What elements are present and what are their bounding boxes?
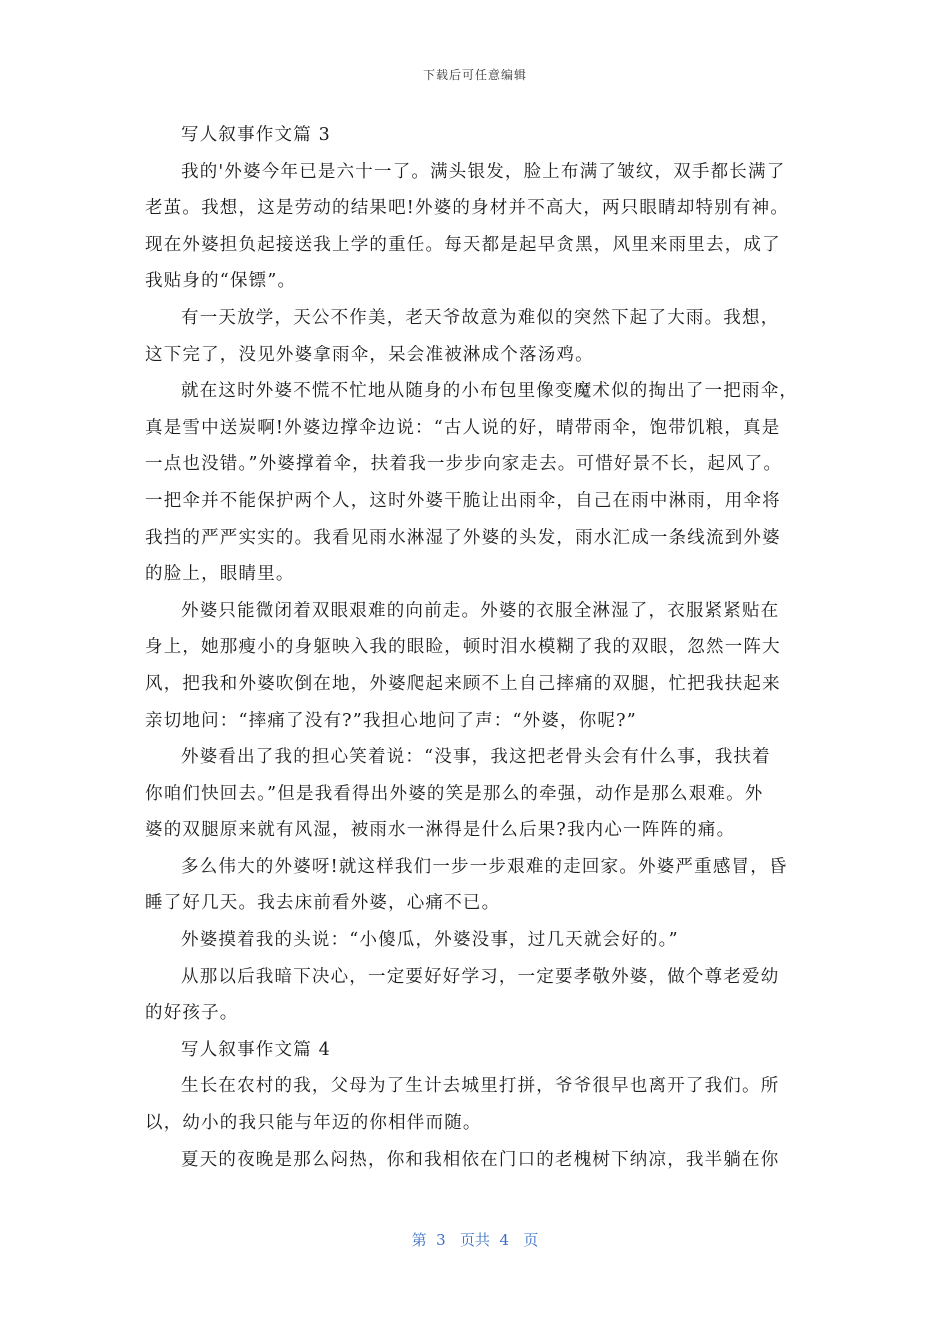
text-line: 亲切地问：“摔痛了没有?”我担心地问了声：“外婆，你呢?”	[145, 710, 637, 731]
text-line: 现在外婆担负起接送我上学的重任。每天都是起早贪黑，风里来雨里去，成了	[145, 234, 781, 255]
text-line: 夏天的夜晚是那么闷热，你和我相依在门口的老槐树下纳凉，我半躺在你	[181, 1149, 780, 1170]
page-header: 下载后可任意编辑	[422, 68, 527, 82]
text-line: 老茧。我想，这是劳动的结果吧!外婆的身材并不高大，两只眼睛却特别有神。	[145, 198, 790, 219]
text-line: 身上，她那瘦小的身躯映入我的眼睑，顿时泪水模糊了我的双眼，忽然一阵大	[145, 637, 781, 658]
text-line: 婆的双腿原来就有风湿，被雨水一淋得是什么后果?我内心一阵阵的痛。	[145, 820, 736, 841]
text-line: 有一天放学，天公不作美，老天爷故意为难似的突然下起了大雨。我想，	[181, 307, 780, 328]
text-line: 一点也没错。”外婆撑着伞，扶着我一步步向家走去。可惜好景不长，起风了。	[145, 454, 783, 475]
text-line: 我挡的严严实实的。我看见雨水淋湿了外婆的头发，雨水汇成一条线流到外婆	[145, 527, 781, 548]
text-line: 多么伟大的外婆呀!就这样我们一步一步艰难的走回家。外婆严重感冒，昏	[181, 856, 788, 877]
text-line: 睡了好几天。我去床前看外婆，心痛不已。	[145, 893, 501, 914]
text-line: 外婆摸着我的头说：“小傻瓜，外婆没事，过几天就会好的。”	[181, 930, 679, 951]
text-line: 我贴身的“保镖”。	[145, 271, 297, 292]
document-body	[145, 117, 805, 1178]
text-line: 外婆只能微闭着双眼艰难的向前走。外婆的衣服全淋湿了，衣服紧紧贴在	[181, 600, 780, 621]
section-heading: 写人叙事作文篇 3	[181, 125, 331, 145]
text-line: 就在这时外婆不慌不忙地从随身的小布包里像变魔术似的掏出了一把雨伞，	[181, 381, 799, 402]
text-line: 我的'外婆今年已是六十一了。满头银发，脸上布满了皱纹，双手都长满了	[181, 161, 786, 182]
text-line: 你咱们快回去。”但是我看得出外婆的笑是那么的牵强，动作是那么艰难。外	[145, 783, 764, 804]
text-line: 从那以后我暗下决心，一定要好好学习，一定要孝敬外婆，做个尊老爱幼	[181, 966, 780, 987]
page-footer: 第 3 页共 4 页	[411, 1231, 539, 1249]
text-line: 的好孩子。	[145, 1003, 239, 1024]
text-line: 的脸上，眼睛里。	[145, 564, 295, 585]
section-heading: 写人叙事作文篇 4	[181, 1039, 331, 1060]
text-line: 外婆看出了我的担心笑着说：“没事，我这把老骨头会有什么事，我扶着	[181, 747, 771, 768]
text-line: 这下完了，没见外婆拿雨伞，呆会准被淋成个落汤鸡。	[145, 344, 594, 365]
text-line: 真是雪中送炭啊!外婆边撑伞边说：“古人说的好，晴带雨伞，饱带饥粮，真是	[145, 417, 781, 438]
text-line: 生长在农村的我，父母为了生计去城里打拼，爷爷很早也离开了我们。所	[181, 1076, 780, 1097]
text-line: 风，把我和外婆吹倒在地，外婆爬起来顾不上自己摔痛的双腿，忙把我扶起来	[145, 673, 781, 694]
text-line: 一把伞并不能保护两个人，这时外婆干脆让出雨伞，自己在雨中淋雨，用伞将	[145, 490, 781, 511]
text-line: 以，幼小的我只能与年迈的你相伴而随。	[145, 1113, 482, 1134]
